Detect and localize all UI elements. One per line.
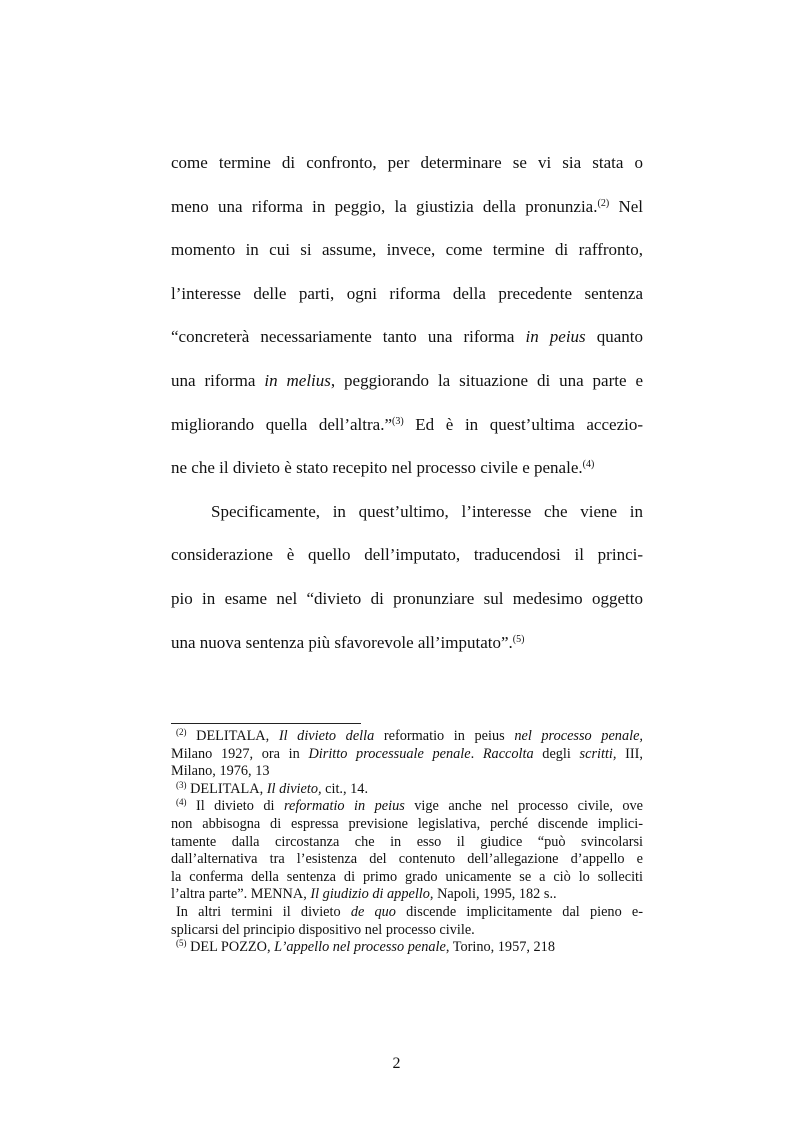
body-line: momento in cui si assume, invece, come termine di raffronto, [171, 240, 643, 260]
footnote-4-line: tamente dalla circostanza che in esso il giudice “può svincolarsi [171, 833, 643, 850]
footnote-4-line: non abbisogna di espressa previsione legislativa, perché discende implici- [171, 815, 643, 832]
body-line: l’interesse delle parti, ogni riforma della precedente sentenza [171, 283, 643, 303]
body-line: migliorando quella dell’altra.”$^{(3)}$ Ed è in quest’ultima accezio- [171, 414, 643, 434]
footnote-ref: (3) [392, 415, 404, 427]
footnote-2-line: Milano, 1976, 13 [171, 763, 270, 780]
footnote-4-line: la conferma della sentenza di primo grado unicamente se a ciò lo solleciti [171, 868, 643, 885]
footnote-4-line: In altri termini il divieto de quo discende implicitamente dal pieno e- [176, 903, 644, 920]
body-line: Specificamente, in quest’ultimo, l’interesse che viene in [211, 501, 643, 521]
footnote-2: $^{(2)}$ DELITALA, Il divieto della reformatio in peius nel processo penale, [176, 727, 643, 744]
body-line: ne che il divieto è stato recepito nel processo civile e penale.$^{(4)}$ [171, 458, 595, 478]
footnote-4-line: dall’alternativa tra l’esistenza del contenuto dell’allegazione d’appello e [171, 851, 643, 868]
footnote-ref: (4) [582, 459, 595, 471]
footnote-4: $^{(4)}$ Il divieto di reformatio in peius vige anche nel processo civile, ove [176, 797, 644, 815]
body-line: una riforma in melius, peggiorando la situazione di una parte e [171, 370, 643, 390]
body-line: come termine di confronto, per determinare se vi sia stata o [171, 153, 643, 172]
body-line: meno una riforma in peggio, la giustizia della pronunzia.$^{(2)}$ Nel [171, 196, 643, 216]
body-text [171, 141, 643, 664]
body-line: una nuova sentenza più sfavorevole all’imputato”.$^{(5)}$ [171, 632, 525, 652]
page-number: 2 [392, 1055, 401, 1072]
footnotes [171, 728, 643, 957]
footnote-4-line: splicarsi del principio dispositivo nel processo civile. [171, 921, 475, 938]
footnote-separator [171, 723, 361, 724]
footnote-4-line: l’altra parte”. MENNA, Il giudizio di appello, Napoli, 1995, 182 s.. [171, 886, 557, 903]
footnote-ref: (5) [512, 633, 525, 645]
body-line: pio in esame nel “divieto di pronunziare sul medesimo oggetto [171, 588, 643, 608]
body-line: considerazione è quello dell’imputato, traducendosi il princi- [171, 545, 643, 565]
footnote-ref: (2) [597, 197, 610, 209]
footnote-5: $^{(5)}$ DEL POZZO, L’appello nel processo penale, Torino, 1957, 218 [176, 938, 555, 956]
body-line: “concreterà necessariamente tanto una riforma in peius quanto [171, 327, 643, 347]
footnote-2-line: Milano 1927, ora in Diritto processuale penale. Raccolta degli scritti, III, [171, 745, 643, 762]
footnote-3: $^{(3)}$ DELITALA, Il divieto, cit., 14. [176, 779, 369, 797]
